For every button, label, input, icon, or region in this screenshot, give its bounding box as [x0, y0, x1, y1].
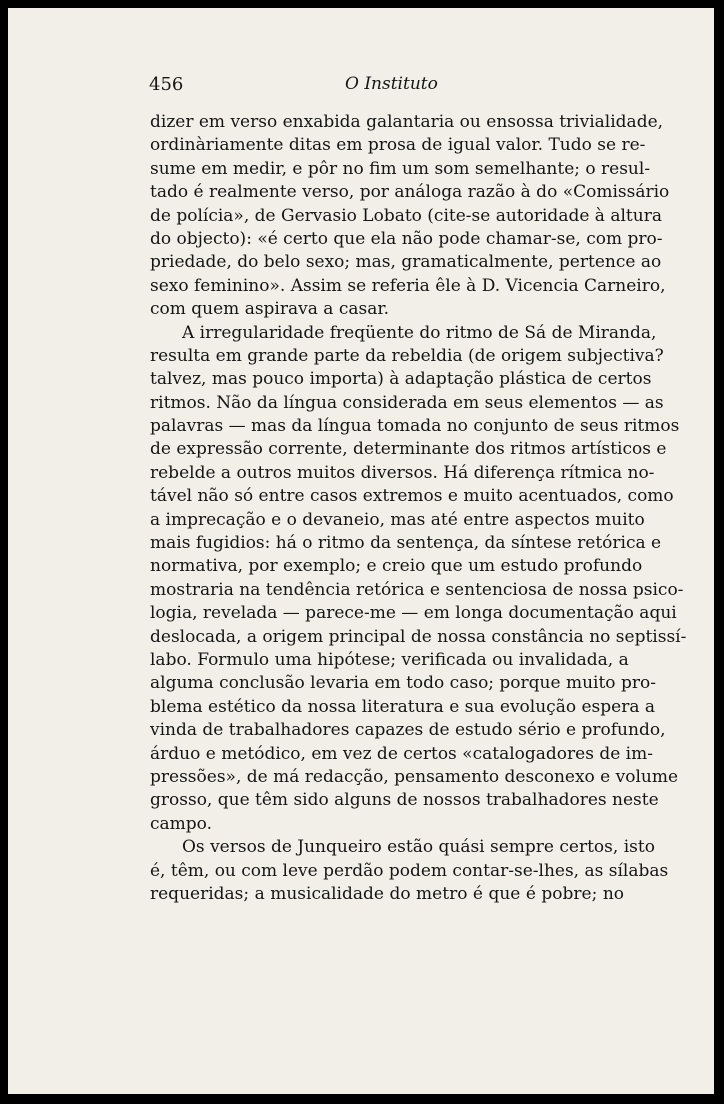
- text-line: dizer em verso enxabida galantaria ou ensossa trivialidade,: [150, 112, 664, 132]
- text-line: sume em medir, e pôr no fim um som semelhante; o resul-: [150, 158, 651, 179]
- body-text: [150, 111, 687, 906]
- text-line: rebelde a outros muitos diversos. Há diferença rítmica no-: [150, 462, 655, 483]
- text-line: tado é realmente verso, por análoga razão à do «Comissário: [150, 182, 670, 203]
- book-page: [8, 8, 714, 1094]
- text-line: campo.: [150, 813, 212, 834]
- text-line: ordinàriamente ditas em prosa de igual valor. Tudo se re-: [150, 135, 646, 156]
- text-line: priedade, do belo sexo; mas, gramaticalmente, pertence ao: [150, 252, 662, 273]
- text-line: requeridas; a musicalidade do metro é que é pobre; no: [150, 883, 624, 904]
- text-line: de expressão corrente, determinante dos ritmos artísticos e: [150, 439, 667, 460]
- text-line: normativa, por exemplo; e creio que um estudo profundo: [150, 556, 643, 577]
- text-line: talvez, mas pouco importa) à adaptação plástica de certos: [150, 369, 652, 390]
- text-line: Os versos de Junqueiro estão quási sempre certos, isto: [182, 837, 655, 858]
- text-line: do objecto): «é certo que ela não pode chamar-se, com pro-: [150, 228, 663, 249]
- text-line: labo. Formulo uma hipótese; verificada ou invalidada, a: [150, 649, 629, 670]
- text-line: pressões», de má redacção, pensamento desconexo e volume: [150, 766, 679, 787]
- text-line: grosso, que têm sido alguns de nossos trabalhadores neste: [150, 790, 659, 811]
- running-title: O Instituto: [345, 74, 438, 94]
- text-line: resulta em grande parte da rebeldia (de origem subjectiva?: [150, 345, 664, 366]
- text-line: com quem aspirava a casar.: [150, 299, 389, 320]
- text-line: alguma conclusão levaria em todo caso; porque muito pro-: [150, 673, 656, 694]
- text-line: palavras — mas da língua tomada no conjunto de seus ritmos: [150, 416, 680, 437]
- text-line: ritmos. Não da língua considerada em seus elementos — as: [150, 392, 664, 413]
- text-line: blema estético da nossa literatura e sua evolução espera a: [150, 696, 655, 717]
- text-line: a imprecação e o devaneio, mas até entre aspectos muito: [150, 509, 645, 530]
- text-line: sexo feminino». Assim se referia êle à D. Vicencia Carneiro,: [150, 275, 666, 296]
- text-line: logia, revelada — parece-me — em longa documentação aqui: [150, 603, 677, 624]
- text-line: vinda de trabalhadores capazes de estudo sério e profundo,: [150, 720, 666, 741]
- text-line: deslocada, a origem principal de nossa constância no septissí-: [150, 626, 687, 647]
- text-line: árduo e metódico, em vez de certos «catalogadores de im-: [150, 743, 653, 764]
- page-number: 456: [149, 74, 184, 95]
- text-line: de polícia», de Gervasio Lobato (cite-se autoridade à altura: [150, 205, 662, 226]
- text-line: mais fugidios: há o ritmo da sentença, da síntese retórica e: [150, 533, 662, 554]
- text-line: tável não só entre casos extremos e muito acentuados, como: [150, 486, 674, 507]
- text-line: mostraria na tendência retórica e sentenciosa de nossa psico-: [150, 579, 684, 600]
- text-line: A irregularidade freqüente do ritmo de Sá de Miranda,: [182, 322, 657, 343]
- text-line: é, têm, ou com leve perdão podem contar-se-lhes, as sílabas: [150, 860, 669, 881]
- page-header: [8, 74, 714, 104]
